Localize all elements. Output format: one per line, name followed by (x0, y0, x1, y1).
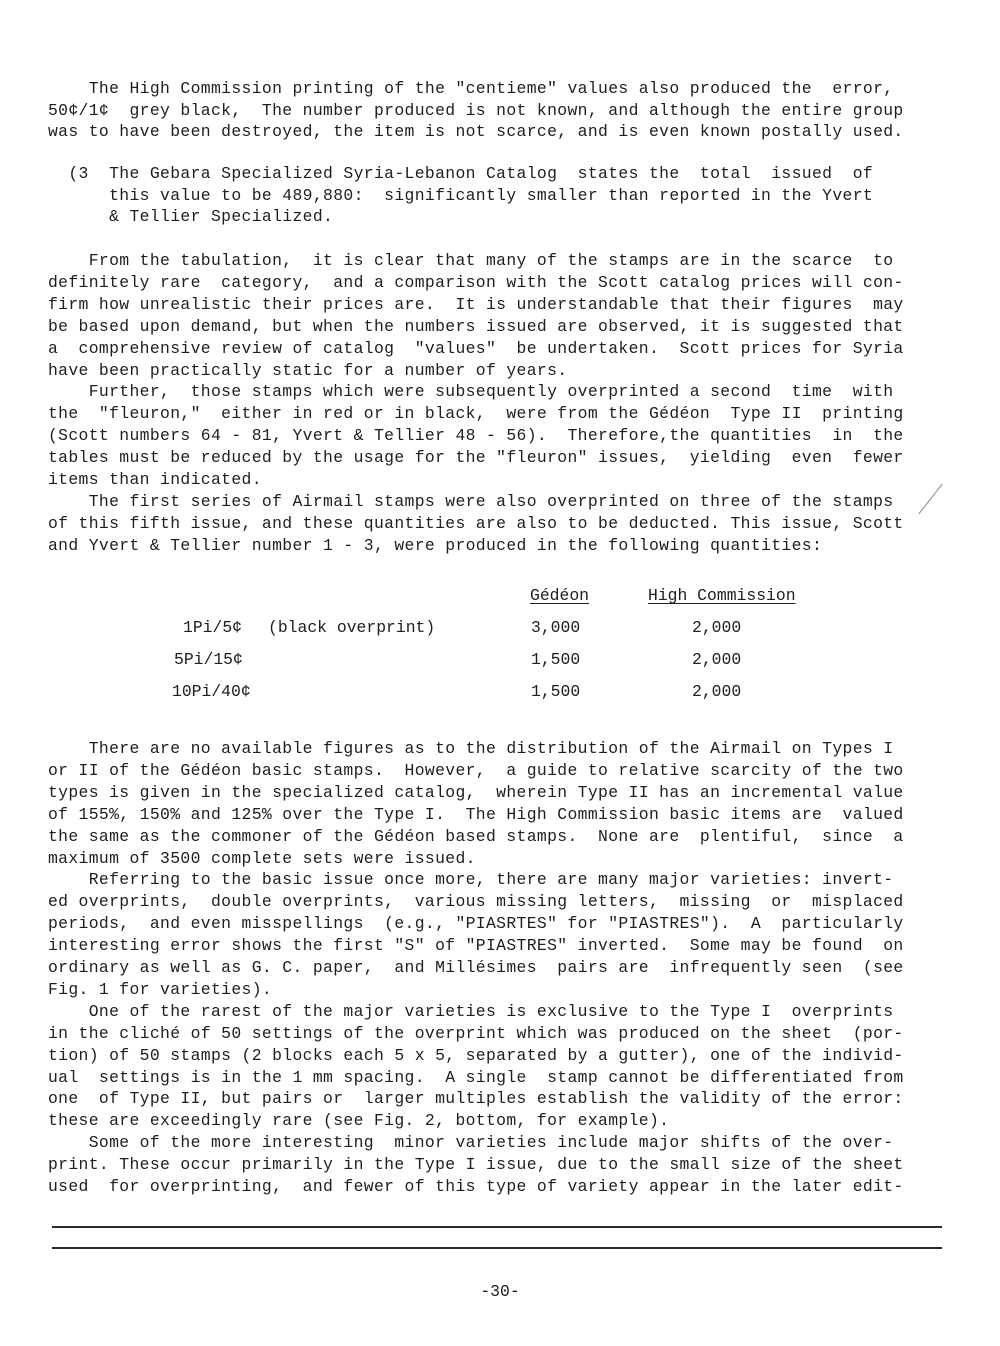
table-row-value: 10Pi/40¢ (172, 682, 251, 701)
text-line: Further, those stamps which were subsequently overprinted a second time with (48, 382, 894, 402)
text-line: these are exceedingly rare (see Fig. 2, bottom, for example). (48, 1111, 670, 1131)
text-line: definitely rare category, and a comparison with the Scott catalog prices will con- (48, 272, 904, 292)
text-line: ordinary as well as G. C. paper, and Millésimes pairs are infrequently seen (see (48, 958, 904, 977)
text-line: The first series of Airmail stamps were also overprinted on three of the stamps (48, 491, 894, 511)
text-line: tion) of 50 stamps (2 blocks each 5 x 5, separated by a gutter), one of the individ- (48, 1045, 904, 1065)
text-line: was to have been destroyed, the item is not scarce, and is even known postally used. (48, 122, 904, 141)
text-line: periods, and even misspellings (e.g., "PIASRTES" for "PIASTRES"). A particularly (48, 914, 904, 934)
text-line: and Yvert & Tellier number 1 - 3, were produced in the following quantities: (48, 535, 823, 555)
text-line: Fig. 1 for varieties). (48, 979, 273, 999)
text-line: print. These occur primarily in the Type I issue, due to the small size of the sheet (48, 1155, 904, 1175)
text-line: a comprehensive review of catalog "values" be undertaken. Scott prices for Syria (48, 338, 904, 358)
text-line: this value to be 489,880: significantly smaller than reported in the Yvert (48, 185, 874, 205)
text-line: firm how unrealistic their prices are. It is understandable that their figures may (48, 294, 904, 314)
table-cell-high-commission: 2,000 (692, 682, 742, 701)
text-line: interesting error shows the first "S" of "PIASTRES" inverted. Some may be found on (48, 936, 904, 956)
text-line: of 155%, 150% and 125% over the Type I. The High Commission basic items are valued (48, 804, 904, 824)
text-line: One of the rarest of the major varieties is exclusive to the Type I overprints (48, 1001, 894, 1021)
text-line: 50¢/1¢ grey black, The number produced is not known, and although the entire group (48, 100, 904, 120)
table-header-gedeon: Gédéon (530, 586, 590, 605)
page-number: -30- (480, 1282, 520, 1301)
text-line: Some of the more interesting minor varieties include major shifts of the over- (48, 1133, 894, 1153)
text-line: of this fifth issue, and these quantities are also to be deducted. This issue, Scott (48, 513, 904, 533)
text-line: & Tellier Specialized. (48, 207, 334, 226)
text-line: maximum of 3500 complete sets were issued. (48, 848, 476, 868)
text-line: be based upon demand, but when the numbers issued are observed, it is suggested that (48, 316, 904, 336)
table-row-value: 1Pi/5¢ (183, 618, 243, 637)
footer-rule-bottom (52, 1247, 942, 1249)
table-cell-gedeon: 1,500 (531, 682, 581, 701)
text-line: From the tabulation, it is clear that many of the stamps are in the scarce to (48, 251, 894, 270)
table-cell-high-commission: 2,000 (692, 650, 742, 669)
text-line: the same as the commoner of the Gédéon based stamps. None are plentiful, since a (48, 826, 904, 846)
footer-rule-top (52, 1226, 942, 1228)
text-line: have been practically static for a number of years. (48, 360, 568, 380)
table-cell-gedeon: 3,000 (531, 618, 581, 637)
text-line: types is given in the specialized catalog, wherein Type II has an incremental value (48, 782, 904, 802)
text-line: items than indicated. (48, 470, 262, 489)
text-line: ual settings is in the 1 mm spacing. A single stamp cannot be differentiated from (48, 1067, 904, 1087)
text-line: tables must be reduced by the usage for the "fleuron" issues, yielding even fewer (48, 448, 904, 468)
text-line: used for overprinting, and fewer of this type of variety appear in the later edit- (48, 1177, 904, 1196)
text-line: or II of the Gédéon basic stamps. However, a guide to relative scarcity of the two (48, 760, 904, 780)
text-line: (Scott numbers 64 - 81, Yvert & Tellier 48 - 56). Therefore,the quantities in the (48, 426, 904, 446)
text-line: one of Type II, but pairs or larger multiples establish the validity of the error: (48, 1089, 904, 1109)
text-line: Referring to the basic issue once more, there are many major varieties: invert- (48, 870, 894, 890)
text-line: There are no available figures as to the distribution of the Airmail on Types I (48, 739, 894, 758)
table-row-note: (black overprint) (268, 618, 436, 637)
text-line: ed overprints, double overprints, various missing letters, missing or misplaced (48, 892, 904, 912)
text-line: the "fleuron," either in red or in black, were from the Gédéon Type II printing (48, 404, 904, 424)
table-row-value: 5Pi/15¢ (174, 650, 243, 669)
text-line: in the cliché of 50 settings of the overprint which was produced on the sheet (por- (48, 1023, 904, 1043)
stray-pen-mark (918, 484, 942, 515)
text-line: (3 The Gebara Specialized Syria-Lebanon Catalog states the total issued of (48, 164, 874, 183)
table-cell-high-commission: 2,000 (692, 618, 742, 637)
table-header-high-commission: High Commission (648, 586, 796, 605)
text-line: The High Commission printing of the "centieme" values also produced the error, (48, 79, 894, 98)
table-cell-gedeon: 1,500 (531, 650, 581, 669)
